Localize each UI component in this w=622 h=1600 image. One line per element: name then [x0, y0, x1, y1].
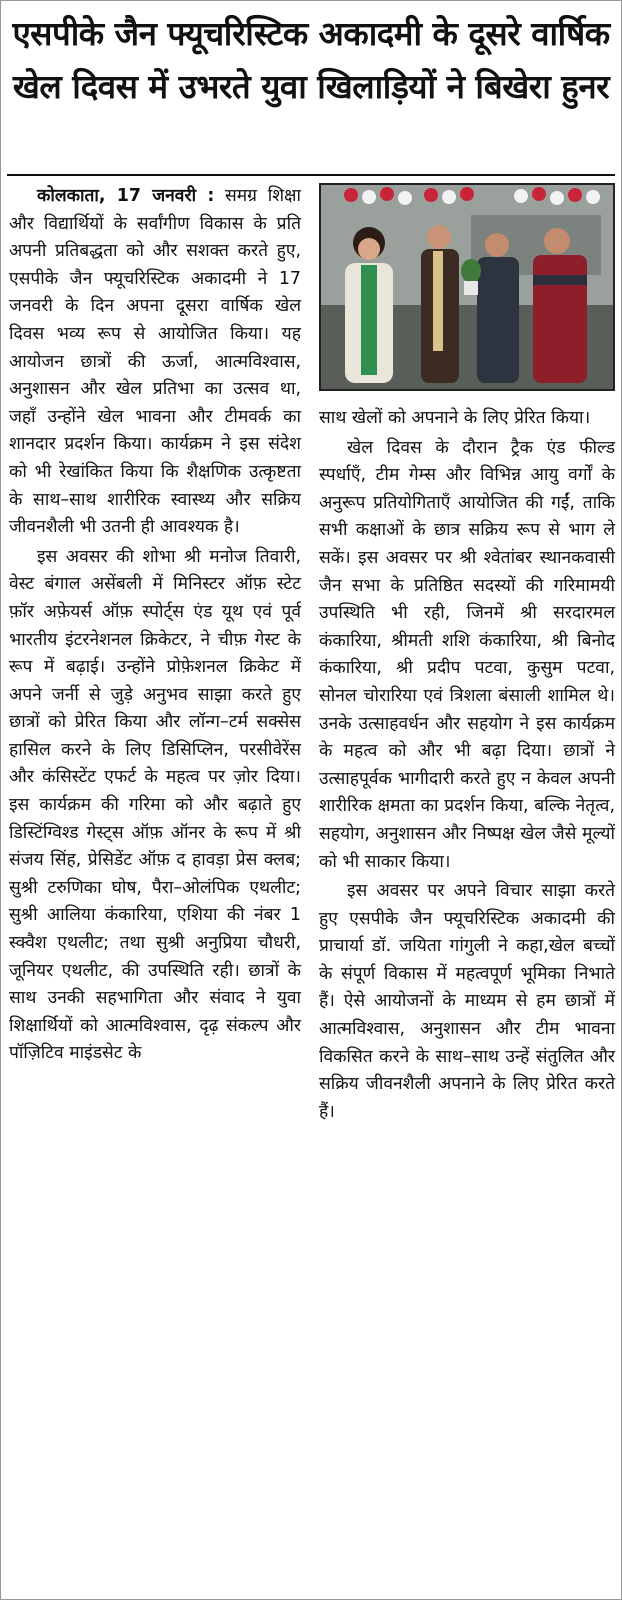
paragraph-1-text: समग्र शिक्षा और विद्यार्थियों के सर्वांगीण विकास के प्रति अपनी प्रतिबद्धता को और सशक्त करते हुए, एसपीके जैन फ्यूचरिस्टिक अकादमी ने 17 जनवरी के दिन अपना दूसरा वार्षिक खेल दिवस भव्य रूप से आयोजित किया। यह आयोजन छात्रों की ऊर्जा, आत्मविश्वास, अनुशासन और खेल प्रतिभा का उत्सव था, जहाँ उन्होंने खेल भावना और टीमवर्क का शानदार प्रदर्शन किया। कार्यक्रम ने इस संदेश को भी रेखांकित किया कि शैक्षणिक उत्कृष्टता के साथ–साथ शारीरिक स्वास्थ्य और सक्रिय जीवनशैली भी उतनी ही आवश्यक है। — [9, 186, 302, 538]
paragraph-2: इस अवसर की शोभा श्री मनोज तिवारी, वेस्ट बंगाल असेंबली में मिनिस्टर ऑफ़ स्टेट फ़ॉर अफ़ेयर्स ऑफ़ स्पोर्ट्स एंड यूथ एवं पूर्व भारतीय इंटरनेशनल क्रिकेटर, ने चीफ़ गेस्ट के रूप में बढ़ाई। उन्होंने प्रोफ़ेशनल क्रिकेट में अपने जर्नी से जुड़े अनुभव साझा करते हुए छात्रों को प्रेरित किया और लॉन्ग–टर्म सक्सेस हासिल करने के लिए डिसिप्लिन, परसीवेरेंस और कंसिस्टेंट एफर्ट के महत्व पर ज़ोर दिया। इस कार्यक्रम की गरिमा को और बढ़ाते हुए डिस्टिंग्विश्ड गेस्ट्स ऑफ़ ऑनर के रूप में श्री संजय सिंह, प्रेसिडेंट ऑफ़ द हावड़ा प्रेस क्लब; सुश्री टरुणिका घोष, पैरा–ओलंपिक एथलीट; सुश्री आलिया कंकारिया, एशिया की नंबर 1 स्क्वैश एथलीट; तथा सुश्री अनुप्रिया चौधरी, जूनियर एथलीट, की उपस्थिति रही। छात्रों के साथ उनकी सहभागिता और संवाद ने युवा शिक्षार्थियों को आत्मविश्वास, दृढ़ संकल्प और पॉज़िटिव माइंडसेट के — [9, 546, 301, 1064]
paragraph-4: खेल दिवस के दौरान ट्रैक एंड फील्ड स्पर्धाएँ, टीम गेम्स और विभिन्न आयु वर्गों के अनुरूप प्रतियोगिताएँ आयोजित की गईं, ताकि सभी कक्षाओं के छात्र सक्रिय रूप से भाग ले सकें। इस अवसर पर श्री श्वेतांबर स्थानकवासी जैन सभा के प्रतिष्ठित सदस्यों की गरिमामयी उपस्थिति भी रही, जिनमें श्री सरदारमल कंकारिया, श्रीमती शशि कंकारिया, श्री बिनोद कंकारिया, श्री प्रदीप पटवा, कुसुम पटवा, सोनल चोरारिया एवं त्रिशला बंसाली शामिल थे। उनके उत्साहवर्धन और सहयोग ने इस कार्यक्रम के महत्व को और भी बढ़ा दिया। छात्रों ने उत्साहपूर्वक भागीदारी करते हुए न केवल अपनी शारीरिक क्षमता का प्रदर्शन किया, बल्कि नेतृत्व, सहयोग, अनुशासन और निष्पक्ष खेल जैसे मूल्यों को भी साकार किया। — [319, 437, 615, 872]
headline-divider — [7, 174, 615, 176]
column-left — [9, 183, 301, 1070]
paragraph-1 — [9, 183, 301, 542]
event-photo-group-icon — [321, 185, 613, 389]
paragraph-3: साथ खेलों को अपनाने के लिए प्रेरित किया। — [319, 408, 591, 428]
column-right — [319, 183, 615, 1128]
paragraph-5: इस अवसर पर अपने विचार साझा करते हुए एसपीके जैन फ्यूचरिस्टिक अकादमी की प्राचार्या डॉ. जयिता गांगुली ने कहा,खेल बच्चों के संपूर्ण विकास में महत्वपूर्ण भूमिका निभाते हैं। ऐसे आयोजनों के माध्यम से हम छात्रों में आत्मविश्वास, अनुशासन और टीम भावना विकसित करने के साथ–साथ उन्हें संतुलित और सक्रिय जीवनशैली अपनाने के लिए प्रेरित करते हैं। — [319, 881, 615, 1122]
event-photo — [319, 183, 615, 391]
headline: एसपीके जैन फ्यूचरिस्टिक अकादमी के दूसरे वार्षिक खेल दिवस में उभरते युवा खिलाड़ियों ने बिखेरा हुनर — [12, 14, 610, 106]
dateline: कोलकाता, 17 जनवरी : — [37, 186, 215, 206]
plant-pot — [461, 259, 481, 295]
